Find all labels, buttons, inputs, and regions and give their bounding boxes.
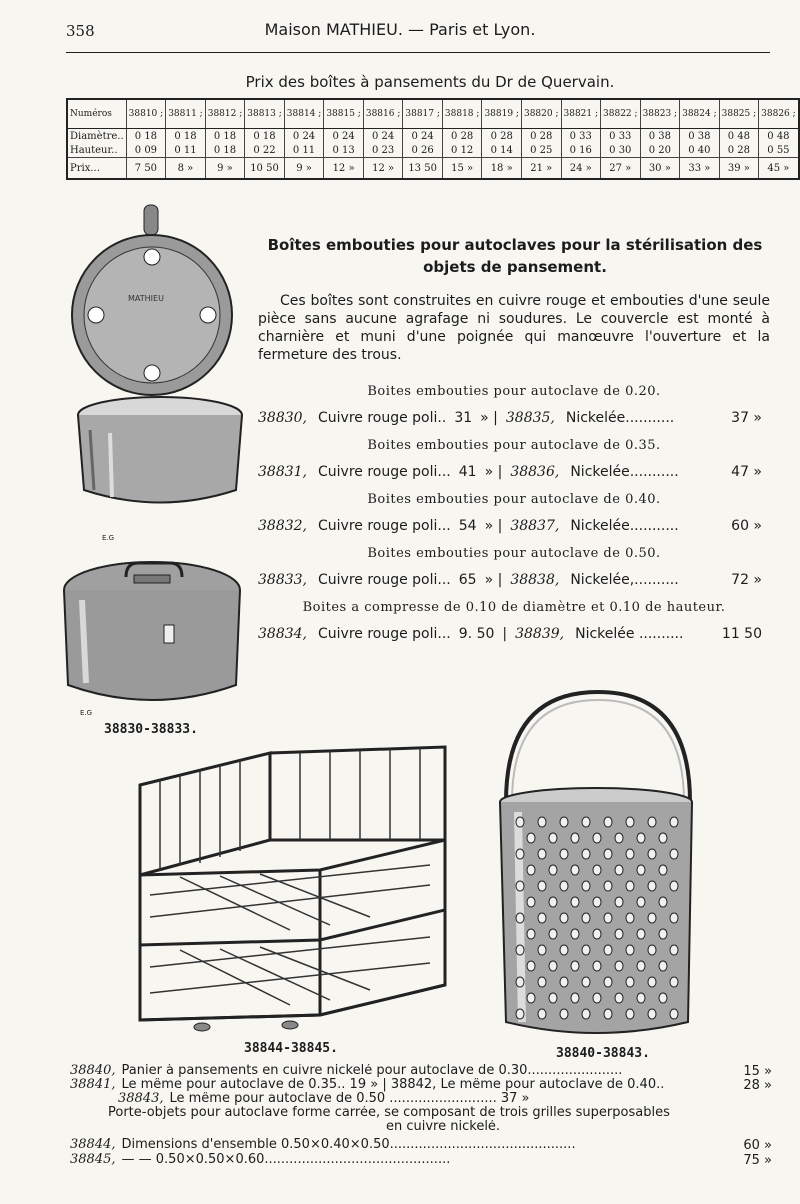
basket-hole — [604, 817, 612, 827]
table-cell: 13 50 — [403, 158, 443, 180]
table-cell: 21 » — [521, 158, 561, 180]
price-line-ref1: 38834, — [258, 626, 307, 642]
price-table — [66, 98, 800, 180]
group-heading: Boites embouties pour autoclave de 0.20. — [367, 384, 661, 399]
table-row-prix — [67, 158, 799, 180]
table-cell: 0 22 — [245, 143, 285, 158]
basket-hole — [582, 817, 590, 827]
table-cell: 0 55 — [759, 143, 799, 158]
basket-hole — [593, 993, 601, 1003]
table-cell: 38819 ; — [482, 99, 522, 129]
basket-hole — [549, 833, 557, 843]
price-line-ref2: 38837, — [510, 518, 560, 534]
table-cell: 0 48 — [759, 129, 799, 144]
basket-hole — [637, 865, 645, 875]
basket-hole — [516, 945, 524, 955]
table-cell: 0 11 — [166, 143, 206, 158]
basket-hole — [549, 897, 557, 907]
basket-hole — [516, 913, 524, 923]
table-cell: 0 18 — [205, 129, 245, 144]
table-cell: 38814 ; — [284, 99, 324, 129]
price-line-ref1: 38832, — [258, 518, 307, 534]
table-cell: 0 23 — [363, 143, 403, 158]
basket-hole — [648, 817, 656, 827]
basket-hole — [670, 913, 678, 923]
table-cell: 7 50 — [126, 158, 166, 180]
bottom-line — [70, 1153, 450, 1167]
basket-hole — [571, 929, 579, 939]
basket-hole — [538, 881, 546, 891]
basket-hole — [626, 945, 634, 955]
table-cell: 24 » — [561, 158, 601, 180]
group-heading: Boites embouties pour autoclave de 0.40. — [367, 492, 661, 507]
price-line-item2: Nickelée,.......... — [570, 572, 679, 588]
table-cell: 0 16 — [561, 143, 601, 158]
table-cell: 0 18 — [245, 129, 285, 144]
basket-hole — [626, 881, 634, 891]
section-intro: Ces boîtes sont construites en cuivre rouge et embouties d'une seule pièce sans aucune agrafage ni soudures. Le couvercle est monté à charnière et muni d'une poignée qui manœuvre l'ouverture et la fermeture des trous. — [258, 293, 770, 363]
engraver-mark-2: E.G — [80, 709, 93, 717]
basket-hole — [560, 977, 568, 987]
basket-hole — [648, 881, 656, 891]
price-line-price2: 47 » — [731, 464, 762, 480]
basket-hole — [637, 961, 645, 971]
basket-hole — [659, 897, 667, 907]
basket-hole — [615, 865, 623, 875]
table-cell: 0 38 — [640, 129, 680, 144]
price-line-item1: Cuivre rouge poli... — [318, 464, 451, 480]
basket-hole — [527, 865, 535, 875]
table-cell: 38818 ; — [442, 99, 482, 129]
basket-hole — [571, 897, 579, 907]
price-line-sep: » | — [484, 572, 503, 588]
price-line-sep: | — [502, 626, 508, 642]
table-row-numeros — [67, 99, 799, 129]
bottom-line-price: 15 » — [743, 1064, 772, 1079]
basket-hole — [516, 881, 524, 891]
price-line-item1: Cuivre rouge poli... — [318, 518, 451, 534]
basket-hole — [549, 993, 557, 1003]
bottom-line-text: en cuivre nickelé. — [386, 1120, 501, 1134]
table-cell: 0 33 — [561, 129, 601, 144]
table-cell: 0 24 — [403, 129, 443, 144]
price-line-price1: 9. 50 — [458, 626, 495, 642]
lid-engraving: MATHIEU — [128, 294, 164, 303]
table-cell: 0 28 — [482, 129, 522, 144]
basket-hole — [604, 977, 612, 987]
section-title: Boîtes embouties pour autoclaves pour la stérilisation des objets de pansement. — [267, 236, 763, 276]
basket-hole — [670, 849, 678, 859]
bottom-line-text: Le même pour autoclave de 0.35.. 19 » | 38842, Le même pour autoclave de 0.40.. — [121, 1078, 665, 1092]
basket-hole — [538, 977, 546, 987]
price-line-item1: Cuivre rouge poli... — [318, 572, 451, 588]
bottom-line-text: Dimensions d'ensemble 0.50×0.40×0.50............................................. — [121, 1138, 576, 1152]
autoclave-boxes-illustration — [60, 205, 250, 725]
bottom-line-text: Porte-objets pour autoclave forme carrée, se composant de trois grilles superposables — [108, 1106, 670, 1120]
bottom-line-text: — — 0.50×0.50×0.60............................................. — [121, 1153, 451, 1167]
table-cell: 38813 ; — [245, 99, 285, 129]
table-cell: 38824 ; — [680, 99, 720, 129]
price-line — [258, 410, 770, 426]
basket-hole — [571, 833, 579, 843]
table-cell: 0 48 — [719, 129, 759, 144]
table-cell: 38821 ; — [561, 99, 601, 129]
table-cell: 0 26 — [403, 143, 443, 158]
table-cell: 38822 ; — [601, 99, 641, 129]
basket-hole — [582, 945, 590, 955]
price-line-item1: Cuivre rouge poli.. — [318, 410, 447, 426]
table-cell: 0 24 — [284, 129, 324, 144]
basket-hole — [560, 817, 568, 827]
table-cell: 0 18 — [166, 129, 206, 144]
table-row-diametre — [67, 129, 799, 144]
basket-hole — [560, 945, 568, 955]
price-line-item2: Nickelée........... — [570, 518, 679, 534]
basket-hole — [604, 913, 612, 923]
basket-hole — [615, 961, 623, 971]
bottom-line-text: Panier à pansements en cuivre nickelé pour autoclave de 0.30....................... — [121, 1064, 623, 1078]
price-line — [258, 626, 770, 642]
basket-hole — [670, 817, 678, 827]
price-line-ref2: 38836, — [510, 464, 560, 480]
basket-hole — [527, 833, 535, 843]
table-cell: 30 » — [640, 158, 680, 180]
table-cell: 0 13 — [324, 143, 364, 158]
basket-hole — [516, 1009, 524, 1019]
table-cell: 0 30 — [601, 143, 641, 158]
page-number: 358 — [66, 22, 95, 40]
table-cell: 0 11 — [284, 143, 324, 158]
price-line-sep: » | — [480, 410, 498, 426]
table-cell: 0 18 — [205, 143, 245, 158]
basket-hole — [582, 881, 590, 891]
table-cell: 38826 ; — [759, 99, 799, 129]
table-cell: 27 » — [601, 158, 641, 180]
engraver-mark: E.G — [102, 534, 115, 542]
price-line-item2: Nickelée........... — [570, 464, 679, 480]
bottom-line-price: 60 » — [743, 1138, 772, 1153]
price-line-price2: 37 » — [731, 410, 762, 426]
basket-hole — [637, 993, 645, 1003]
basket-hole — [527, 993, 535, 1003]
figure-label-trays: 38844-38845. — [244, 1041, 338, 1056]
basket-hole — [604, 1009, 612, 1019]
price-line-ref2: 38835, — [505, 410, 555, 426]
basket-hole — [626, 1009, 634, 1019]
bottom-line-price: 28 » — [743, 1078, 772, 1093]
price-line-price1: 65 — [458, 572, 477, 588]
basket-hole — [582, 913, 590, 923]
bottom-line — [70, 1138, 576, 1152]
table-cell: 0 20 — [640, 143, 680, 158]
price-line-item1: Cuivre rouge poli... — [318, 626, 451, 642]
basket-hole — [648, 849, 656, 859]
basket-hole — [560, 881, 568, 891]
basket-hole — [659, 833, 667, 843]
basket-hole — [659, 929, 667, 939]
table-cell: 38823 ; — [640, 99, 680, 129]
bottom-line-ref: 38840, — [70, 1064, 116, 1078]
basket-hole — [582, 1009, 590, 1019]
basket-hole — [571, 961, 579, 971]
price-line-ref1: 38831, — [258, 464, 307, 480]
basket-hole — [670, 881, 678, 891]
table-cell: 39 » — [719, 158, 759, 180]
figure-label-boxes: 38830-38833. — [104, 722, 198, 737]
basket-hole — [648, 977, 656, 987]
basket-hole — [659, 961, 667, 971]
bottom-line-ref: 38845, — [70, 1153, 116, 1167]
bottom-line-price: 75 » — [743, 1153, 772, 1168]
basket-hole — [582, 977, 590, 987]
price-line-item2: Nickelée........... — [565, 410, 675, 426]
table-cell: 0 28 — [442, 129, 482, 144]
table-cell: 15 » — [442, 158, 482, 180]
group-heading: Boites embouties pour autoclave de 0.35. — [367, 438, 661, 453]
bottom-line — [70, 1078, 664, 1092]
bottom-line — [380, 1120, 500, 1134]
table-cell: 8 » — [166, 158, 206, 180]
table-cell: 0 14 — [482, 143, 522, 158]
table-cell: 9 » — [284, 158, 324, 180]
table-cell: 0 38 — [680, 129, 720, 144]
price-line-ref1: 38830, — [258, 410, 307, 426]
table-cell: 9 » — [205, 158, 245, 180]
table-cell: 12 » — [363, 158, 403, 180]
table-cell: 45 » — [759, 158, 799, 180]
price-line-price1: 31 — [454, 410, 473, 426]
basket-hole — [549, 961, 557, 971]
table-cell: 38810 ; — [126, 99, 166, 129]
table-cell: 18 » — [482, 158, 522, 180]
table-cell: 38815 ; — [324, 99, 364, 129]
price-line-sep: » | — [484, 464, 503, 480]
basket-hole — [648, 945, 656, 955]
bottom-line-text: Le même pour autoclave de 0.50 .......................... 37 » — [169, 1092, 530, 1106]
bottom-line — [102, 1106, 670, 1120]
header-rule — [66, 52, 770, 53]
basket-hole — [593, 961, 601, 971]
basket-hole — [604, 849, 612, 859]
table-cell: 0 33 — [601, 129, 641, 144]
bottom-line-ref: 38841, — [70, 1078, 116, 1092]
basket-hole — [516, 817, 524, 827]
basket-hole — [538, 945, 546, 955]
bottom-line-ref: 38843, — [118, 1092, 164, 1106]
table-cell: 0 28 — [719, 143, 759, 158]
table-cell: 38811 ; — [166, 99, 206, 129]
basket-hole — [637, 833, 645, 843]
basket-hole — [648, 1009, 656, 1019]
table-cell: 0 18 — [126, 129, 166, 144]
table-cell: 33 » — [680, 158, 720, 180]
bottom-line — [70, 1064, 622, 1078]
basket-hole — [615, 833, 623, 843]
perforated-basket-illustration — [498, 692, 698, 1042]
price-line-price2: 60 » — [731, 518, 762, 534]
price-line — [258, 518, 770, 534]
basket-hole — [659, 993, 667, 1003]
figure-label-basket: 38840-38843. — [556, 1046, 650, 1061]
table-cell: 0 09 — [126, 143, 166, 158]
row-label: Diamètre.. — [70, 130, 124, 142]
table-cell: 38820 ; — [521, 99, 561, 129]
table-cell: 38812 ; — [205, 99, 245, 129]
table-cell: 38825 ; — [719, 99, 759, 129]
price-line-ref1: 38833, — [258, 572, 307, 588]
basket-hole — [637, 897, 645, 907]
basket-hole — [516, 977, 524, 987]
basket-hole — [538, 849, 546, 859]
basket-hole — [626, 849, 634, 859]
basket-hole — [604, 881, 612, 891]
bottom-line-ref: 38844, — [70, 1138, 116, 1152]
basket-hole — [626, 977, 634, 987]
basket-hole — [626, 913, 634, 923]
basket-hole — [538, 1009, 546, 1019]
basket-hole — [648, 913, 656, 923]
price-line-item2: Nickelée .......... — [575, 626, 684, 642]
table-cell: 12 » — [324, 158, 364, 180]
basket-hole — [560, 849, 568, 859]
table-cell: 0 40 — [680, 143, 720, 158]
basket-hole — [593, 865, 601, 875]
price-line-ref2: 38838, — [510, 572, 560, 588]
basket-hole — [560, 1009, 568, 1019]
basket-hole — [582, 849, 590, 859]
basket-hole — [593, 897, 601, 907]
price-line-price2: 72 » — [731, 572, 762, 588]
basket-hole — [659, 865, 667, 875]
basket-hole — [615, 897, 623, 907]
basket-hole — [637, 929, 645, 939]
price-table-title: Prix des boîtes à pansements du Dr de Quervain. — [245, 73, 615, 91]
basket-hole — [538, 817, 546, 827]
basket-hole — [604, 945, 612, 955]
table-row-hauteur — [67, 143, 799, 158]
row-label: Numéros — [67, 99, 126, 129]
table-cell: 0 12 — [442, 143, 482, 158]
basket-hole — [560, 913, 568, 923]
basket-hole — [670, 945, 678, 955]
basket-hole — [615, 929, 623, 939]
basket-hole — [670, 1009, 678, 1019]
table-cell: 38817 ; — [403, 99, 443, 129]
price-line-price1: 41 — [458, 464, 477, 480]
price-line-price1: 54 — [458, 518, 477, 534]
basket-hole — [549, 929, 557, 939]
table-cell: 0 24 — [324, 129, 364, 144]
group-heading: Boites embouties pour autoclave de 0.50. — [367, 546, 661, 561]
basket-hole — [626, 817, 634, 827]
basket-hole — [527, 897, 535, 907]
table-cell: 38816 ; — [363, 99, 403, 129]
basket-hole — [571, 993, 579, 1003]
bottom-line — [118, 1092, 530, 1106]
table-cell: 0 25 — [521, 143, 561, 158]
basket-hole — [571, 865, 579, 875]
wire-tray-illustration — [130, 745, 460, 1045]
price-line-ref2: 38839, — [515, 626, 565, 642]
row-label: Hauteur.. — [70, 144, 118, 156]
table-cell: 0 24 — [363, 129, 403, 144]
basket-hole — [516, 849, 524, 859]
table-cell: 10 50 — [245, 158, 285, 180]
page-header: Maison MATHIEU. — Paris et Lyon. — [264, 20, 536, 39]
group-heading: Boites a compresse de 0.10 de diamètre et 0.10 de hauteur. — [302, 600, 726, 615]
basket-hole — [593, 833, 601, 843]
basket-hole — [670, 977, 678, 987]
basket-hole — [527, 961, 535, 971]
basket-hole — [615, 993, 623, 1003]
price-line-sep: » | — [484, 518, 503, 534]
price-line — [258, 464, 770, 480]
basket-hole — [549, 865, 557, 875]
price-line-price2: 11 50 — [721, 626, 762, 642]
basket-hole — [538, 913, 546, 923]
price-line — [258, 572, 770, 588]
basket-hole — [593, 929, 601, 939]
row-label: Prix... — [67, 158, 126, 180]
basket-hole — [527, 929, 535, 939]
table-cell: 0 28 — [521, 129, 561, 144]
